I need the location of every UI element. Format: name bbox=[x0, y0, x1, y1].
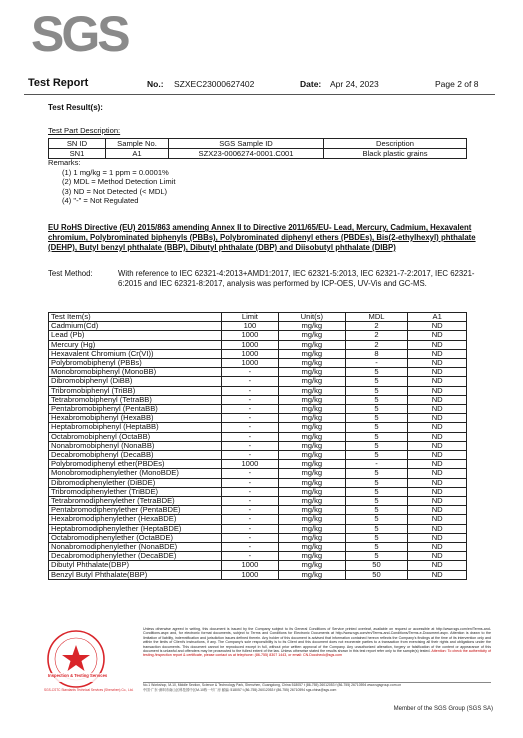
results-table bbox=[48, 312, 467, 580]
table-cell: - bbox=[345, 359, 408, 368]
table-cell: 5 bbox=[345, 441, 408, 450]
table-cell: SZX23-0006274-0001.C001 bbox=[169, 149, 324, 159]
table-cell: mg/kg bbox=[278, 561, 345, 570]
table-cell: 50 bbox=[345, 561, 408, 570]
table-cell: 5 bbox=[345, 386, 408, 395]
table-cell: mg/kg bbox=[278, 497, 345, 506]
table-header-cell: SN ID bbox=[49, 139, 106, 149]
table-cell: ND bbox=[408, 359, 467, 368]
table-cell: - bbox=[221, 506, 278, 515]
table-cell: ND bbox=[408, 340, 467, 349]
report-title: Test Report bbox=[28, 77, 89, 89]
table-cell: mg/kg bbox=[278, 515, 345, 524]
table-cell: Mercury (Hg) bbox=[49, 340, 222, 349]
table-cell: Nonabromobiphenyl (NonaBB) bbox=[49, 441, 222, 450]
table-cell: mg/kg bbox=[278, 460, 345, 469]
table-cell: - bbox=[221, 487, 278, 496]
table-cell: mg/kg bbox=[278, 432, 345, 441]
table-cell: mg/kg bbox=[278, 414, 345, 423]
table-cell: ND bbox=[408, 331, 467, 340]
table-cell: ND bbox=[408, 432, 467, 441]
table-cell: ND bbox=[408, 487, 467, 496]
table-cell: 5 bbox=[345, 405, 408, 414]
table-cell: 5 bbox=[345, 414, 408, 423]
table-cell: Dibromobiphenyl (DiBB) bbox=[49, 377, 222, 386]
table-cell: Dibutyl Phthalate(DBP) bbox=[49, 561, 222, 570]
table-cell: Polybromodiphenyl ether(PBDEs) bbox=[49, 460, 222, 469]
table-row bbox=[49, 561, 467, 570]
table-cell: 5 bbox=[345, 451, 408, 460]
remarks bbox=[48, 158, 175, 206]
authenticity-email: or email: CN.Doccheck@sgs.com bbox=[288, 653, 343, 658]
table-row bbox=[49, 570, 467, 579]
table-cell: Monobromobiphenyl (MonoBB) bbox=[49, 368, 222, 377]
table-cell: - bbox=[221, 395, 278, 404]
table-row bbox=[49, 340, 467, 349]
table-cell: mg/kg bbox=[278, 322, 345, 331]
remark-item: (4) "-" = Not Regulated bbox=[62, 196, 139, 205]
disclaimer-text: Unless otherwise agreed in writing, this document is issued by the Company subject to its General Conditions of Service printed overleaf, available on request or accessible at http://www.sgs.com/en/Terms-and-Conditions.aspx and, for electronic format documents, subject to Terms and Conditions for Electronic Documents at http://www.sgs.com/en/Terms-and-Conditions/Terms-e-Document.aspx. Attention is drawn to the limitation of liability, indemnification and jurisdiction issues defined therein. Any holder of this document is advised that information contained hereon reflects the Company's findings at the time of its intervention only and within the limits of Client's instructions, if any. The Company's sole responsibility is to its Client and this document does not exonerate parties to a transaction from exercising all their rights and obligations under the transaction documents. This document cannot be reproduced except in full, without prior written approval of the Company. Any unauthorized alteration, forgery or falsification of the content or appearance of this document is unlawful and offenders may be prosecuted to the fullest extent of the law. Unless otherwise stated the results shown in this test report refer only to the sample(s) tested. bbox=[143, 627, 491, 654]
table-cell: Decabromodiphenylether (DecaBDE) bbox=[49, 552, 222, 561]
table-cell: ND bbox=[408, 414, 467, 423]
table-row bbox=[49, 331, 467, 340]
table-cell: ND bbox=[408, 570, 467, 579]
table-cell: mg/kg bbox=[278, 368, 345, 377]
table-cell: - bbox=[221, 469, 278, 478]
table-cell: mg/kg bbox=[278, 423, 345, 432]
table-cell: ND bbox=[408, 478, 467, 487]
seal-graphic bbox=[44, 625, 142, 695]
table-cell: ND bbox=[408, 349, 467, 358]
table-cell: 2 bbox=[345, 340, 408, 349]
report-date-value: Apr 24, 2023 bbox=[330, 79, 379, 89]
table-cell: ND bbox=[408, 395, 467, 404]
table-cell: mg/kg bbox=[278, 570, 345, 579]
table-cell: 1000 bbox=[221, 359, 278, 368]
table-row bbox=[49, 515, 467, 524]
table-cell: mg/kg bbox=[278, 478, 345, 487]
address-line-cn: 中国·广东·深圳市南山区科技园中区M-10栋一号厂房 邮编: 518057 t (86-755) 26012053 f (86-755) 26710594 sgs.china@sgs.com bbox=[143, 688, 337, 692]
table-cell: mg/kg bbox=[278, 349, 345, 358]
table-cell: - bbox=[221, 386, 278, 395]
table-cell: 1000 bbox=[221, 460, 278, 469]
remark-item: (2) MDL = Method Detection Limit bbox=[62, 177, 176, 186]
table-cell: 5 bbox=[345, 395, 408, 404]
table-cell: Tetrabromodiphenylether (TetraBDE) bbox=[49, 497, 222, 506]
table-cell: ND bbox=[408, 441, 467, 450]
table-cell: 1000 bbox=[221, 561, 278, 570]
table-cell: 5 bbox=[345, 487, 408, 496]
table-cell: Tetrabromobiphenyl (TetraBB) bbox=[49, 395, 222, 404]
table-cell: 5 bbox=[345, 423, 408, 432]
table-cell: 5 bbox=[345, 478, 408, 487]
table-cell: mg/kg bbox=[278, 451, 345, 460]
table-cell: Heptabromobiphenyl (HeptaBB) bbox=[49, 423, 222, 432]
seal-subtext: SGS-CSTC Standards Technical Services (Shenzhen) Co., Ltd. bbox=[44, 688, 134, 692]
table-cell: ND bbox=[408, 497, 467, 506]
table-cell: ND bbox=[408, 386, 467, 395]
table-cell: Octabromobiphenyl (OctaBB) bbox=[49, 432, 222, 441]
table-cell: Heptabromodiphenylether (HeptaBDE) bbox=[49, 524, 222, 533]
table-header-row bbox=[49, 139, 467, 149]
table-cell: 5 bbox=[345, 368, 408, 377]
table-cell: Octabromodiphenylether (OctaBDE) bbox=[49, 533, 222, 542]
table-cell: Cadmium(Cd) bbox=[49, 322, 222, 331]
table-cell: 1000 bbox=[221, 570, 278, 579]
table-cell: - bbox=[221, 432, 278, 441]
table-cell: SN1 bbox=[49, 149, 106, 159]
table-cell: Tribromobiphenyl (TriBB) bbox=[49, 386, 222, 395]
table-cell: Black plastic grains bbox=[324, 149, 467, 159]
page-number: Page 2 of 8 bbox=[435, 79, 479, 89]
footer-member-text: Member of the SGS Group (SGS SA) bbox=[393, 706, 493, 712]
table-cell: Tribromodiphenylether (TriBDE) bbox=[49, 487, 222, 496]
report-date-label: Date: bbox=[300, 79, 322, 89]
table-header-cell: SGS Sample ID bbox=[169, 139, 324, 149]
table-cell: Decabromobiphenyl (DecaBB) bbox=[49, 451, 222, 460]
table-cell: Hexabromobiphenyl (HexaBB) bbox=[49, 414, 222, 423]
table-header-cell: Test Item(s) bbox=[49, 313, 222, 322]
table-cell: 5 bbox=[345, 543, 408, 552]
table-cell: ND bbox=[408, 322, 467, 331]
table-cell: mg/kg bbox=[278, 377, 345, 386]
table-cell: Pentabromodiphenylether (PentaBDE) bbox=[49, 506, 222, 515]
table-cell: ND bbox=[408, 469, 467, 478]
test-method-text: With reference to IEC 62321-4:2013+AMD1:2017, IEC 62321-5:2013, IEC 62321-7-2:2017, IEC 62321-6:2015 and IEC 62321-8:2017, analysis was performed by ICP-OES, UV-Vis and GC-MS. bbox=[118, 269, 475, 289]
table-cell: - bbox=[221, 524, 278, 533]
logo-text: SGS bbox=[31, 6, 128, 62]
table-cell: Pentabromobiphenyl (PentaBB) bbox=[49, 405, 222, 414]
table-cell: Benzyl Butyl Phthalate(BBP) bbox=[49, 570, 222, 579]
table-cell: Hexabromodiphenylether (HexaBDE) bbox=[49, 515, 222, 524]
table-cell: mg/kg bbox=[278, 552, 345, 561]
table-cell: mg/kg bbox=[278, 543, 345, 552]
seal-label: Inspection & Testing Services bbox=[48, 673, 108, 678]
table-cell: 5 bbox=[345, 524, 408, 533]
table-cell: 5 bbox=[345, 377, 408, 386]
table-cell: ND bbox=[408, 524, 467, 533]
table-row bbox=[49, 478, 467, 487]
table-cell: 5 bbox=[345, 533, 408, 542]
table-cell: - bbox=[221, 497, 278, 506]
table-cell: - bbox=[221, 377, 278, 386]
table-cell: Dibromodiphenylether (DiBDE) bbox=[49, 478, 222, 487]
table-cell: 5 bbox=[345, 506, 408, 515]
directive-heading: EU RoHS Directive (EU) 2015/863 amending Annex II to Directive 2011/65/EU- Lead, Mercury, Cadmium, Hexavalent chromium, Polybrominated biphenyls (PBBs), Polybrominated diphenyl ethers (PBDEs), Bis(2-ethylhexyl) phthalate (DEHP), Butyl benzyl phthalate (BBP), Dibutyl phthalate (DBP) and Diisobutyl phthalate (DIBP) bbox=[48, 223, 476, 252]
table-cell: 50 bbox=[345, 570, 408, 579]
table-row bbox=[49, 377, 467, 386]
table-cell: 8 bbox=[345, 349, 408, 358]
table-cell: 2 bbox=[345, 331, 408, 340]
disclaimer bbox=[143, 627, 491, 658]
test-method-label: Test Method: bbox=[48, 269, 93, 278]
table-cell: mg/kg bbox=[278, 395, 345, 404]
table-cell: - bbox=[221, 533, 278, 542]
table-cell: - bbox=[221, 451, 278, 460]
table-cell: mg/kg bbox=[278, 441, 345, 450]
table-cell: 5 bbox=[345, 469, 408, 478]
part-description-table bbox=[48, 138, 467, 159]
table-cell: 5 bbox=[345, 552, 408, 561]
table-cell: mg/kg bbox=[278, 524, 345, 533]
table-header-cell: A1 bbox=[408, 313, 467, 322]
table-cell: Polybromobiphenyl (PBBs) bbox=[49, 359, 222, 368]
table-cell: ND bbox=[408, 423, 467, 432]
table-cell: ND bbox=[408, 460, 467, 469]
table-cell: ND bbox=[408, 451, 467, 460]
table-cell: ND bbox=[408, 552, 467, 561]
table-cell: - bbox=[221, 405, 278, 414]
table-cell: - bbox=[221, 478, 278, 487]
table-cell: ND bbox=[408, 377, 467, 386]
table-header-cell: MDL bbox=[345, 313, 408, 322]
table-cell: Hexavalent Chromium (Cr(VI)) bbox=[49, 349, 222, 358]
table-cell: ND bbox=[408, 515, 467, 524]
sgs-logo bbox=[31, 6, 128, 62]
table-cell: ND bbox=[408, 561, 467, 570]
report-no-label: No.: bbox=[147, 79, 164, 89]
table-row bbox=[49, 423, 467, 432]
table-header-cell: Unit(s) bbox=[278, 313, 345, 322]
table-cell: - bbox=[221, 423, 278, 432]
table-cell: - bbox=[221, 552, 278, 561]
table-cell: ND bbox=[408, 506, 467, 515]
table-cell: Lead (Pb) bbox=[49, 331, 222, 340]
table-header-cell: Limit bbox=[221, 313, 278, 322]
table-header-row bbox=[49, 313, 467, 322]
table-cell: ND bbox=[408, 405, 467, 414]
table-cell: - bbox=[345, 460, 408, 469]
table-cell: mg/kg bbox=[278, 469, 345, 478]
table-cell: 1000 bbox=[221, 349, 278, 358]
remarks-title: Remarks: bbox=[48, 158, 81, 167]
table-cell: 2 bbox=[345, 322, 408, 331]
table-cell: ND bbox=[408, 543, 467, 552]
table-cell: - bbox=[221, 414, 278, 423]
table-row bbox=[49, 432, 467, 441]
table-cell: mg/kg bbox=[278, 533, 345, 542]
company-address bbox=[143, 683, 491, 693]
table-cell: 100 bbox=[221, 322, 278, 331]
table-header-cell: Sample No. bbox=[106, 139, 169, 149]
company-seal bbox=[44, 625, 142, 695]
table-row bbox=[49, 149, 467, 159]
table-cell: Monobromodiphenylether (MonoBDE) bbox=[49, 469, 222, 478]
authenticity-notice: Attention: To check the authenticity of testing /inspection report & certificate, please contact us at telephone: (86-755) 8307 1443, bbox=[143, 649, 491, 658]
results-table-body bbox=[49, 322, 467, 580]
table-cell: - bbox=[221, 441, 278, 450]
table-cell: Nonabromodiphenylether (NonaBDE) bbox=[49, 543, 222, 552]
table-cell: - bbox=[221, 543, 278, 552]
table-cell: ND bbox=[408, 533, 467, 542]
table-cell: - bbox=[221, 368, 278, 377]
table-cell: mg/kg bbox=[278, 331, 345, 340]
remark-item: (3) ND = Not Detected (< MDL) bbox=[62, 186, 168, 196]
table-row bbox=[49, 386, 467, 395]
table-cell: A1 bbox=[106, 149, 169, 159]
table-row bbox=[49, 469, 467, 478]
table-cell: mg/kg bbox=[278, 340, 345, 349]
table-cell: ND bbox=[408, 368, 467, 377]
table-cell: 5 bbox=[345, 515, 408, 524]
part-description-title: Test Part Description: bbox=[48, 126, 121, 135]
table-cell: mg/kg bbox=[278, 386, 345, 395]
table-cell: mg/kg bbox=[278, 487, 345, 496]
table-cell: 1000 bbox=[221, 340, 278, 349]
table-cell: mg/kg bbox=[278, 405, 345, 414]
table-row bbox=[49, 524, 467, 533]
address-line-en: No.1 Workshop, M-10, Middle Section, Science & Technology Park, Shenzhen, Guangdong, China 518057 t (86-755) 26012053 f (86-755) 26710594 www.sgsgroup.com.cn bbox=[143, 683, 402, 687]
section-title: Test Result(s): bbox=[48, 103, 103, 112]
report-no-value: SZXEC23000627402 bbox=[174, 79, 255, 89]
remark-item: (1) 1 mg/kg = 1 ppm = 0.0001% bbox=[62, 167, 169, 177]
table-cell: 5 bbox=[345, 432, 408, 441]
table-cell: mg/kg bbox=[278, 359, 345, 368]
table-cell: 5 bbox=[345, 497, 408, 506]
table-cell: mg/kg bbox=[278, 506, 345, 515]
header-divider bbox=[24, 94, 495, 95]
table-cell: 1000 bbox=[221, 331, 278, 340]
table-cell: - bbox=[221, 515, 278, 524]
table-header-cell: Description bbox=[324, 139, 467, 149]
